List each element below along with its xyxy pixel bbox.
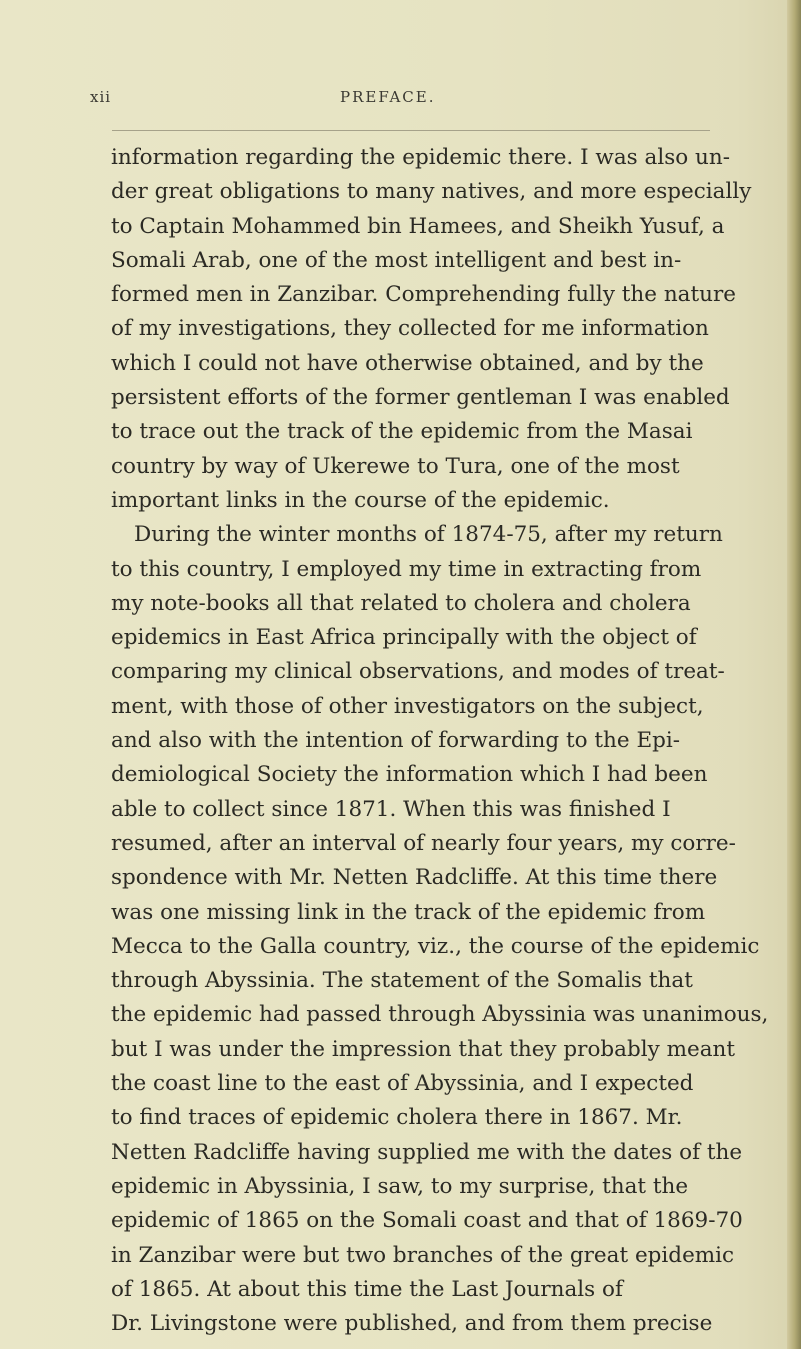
text-line: was one missing link in the track of the epidemic from: [111, 899, 706, 925]
body-text: [111, 141, 769, 1341]
text-line: my note-books all that related to cholera and cholera: [111, 590, 691, 616]
text-line: Netten Radcliffe having supplied me with the dates of the: [111, 1139, 743, 1165]
text-line: the epidemic had passed through Abyssinia was unanimous,: [111, 1002, 769, 1028]
text-line: to find traces of epidemic cholera there in 1867. Mr.: [111, 1105, 683, 1131]
text-line: der great obligations to many natives, and more especially: [111, 179, 752, 205]
text-line: to Captain Mohammed bin Hamees, and Sheikh Yusuf, a: [111, 213, 725, 239]
text-line: to trace out the track of the epidemic from the Masai: [111, 419, 693, 445]
text-line: to this country, I employed my time in extracting from: [111, 556, 702, 582]
text-line: epidemic of 1865 on the Somali coast and that of 1869-70: [111, 1208, 743, 1234]
text-line: resumed, after an interval of nearly four years, my corre-: [111, 830, 736, 856]
text-line: country by way of Ukerewe to Tura, one of the most: [111, 453, 680, 479]
text-line: Dr. Livingstone were published, and from them precise: [111, 1311, 713, 1337]
text-line: spondence with Mr. Netten Radcliffe. At this time there: [111, 865, 718, 891]
text-line: through Abyssinia. The statement of the Somalis that: [111, 968, 693, 994]
text-line: formed men in Zanzibar. Comprehending fully the nature: [111, 282, 736, 308]
text-line: Somali Arab, one of the most intelligent and best in-: [111, 247, 682, 273]
paragraph-start-line: During the winter months of 1874-75, after my return: [134, 522, 723, 548]
page-number: xii: [90, 88, 112, 106]
page-edge: [787, 0, 801, 1349]
text-line: in Zanzibar were but two branches of the great epidemic: [111, 1242, 735, 1268]
text-line: comparing my clinical observations, and modes of treat-: [111, 659, 725, 685]
text-line: the coast line to the east of Abyssinia, and I expected: [111, 1071, 694, 1097]
text-line: persistent efforts of the former gentleman I was enabled: [111, 385, 730, 411]
text-line: able to collect since 1871. When this was finished I: [111, 796, 671, 822]
text-line: information regarding the epidemic there. I was also un-: [111, 145, 730, 170]
text-line: epidemic in Abyssinia, I saw, to my surprise, that the: [111, 1173, 689, 1199]
page-header: [90, 88, 710, 114]
header-rule: [112, 130, 710, 131]
text-line: which I could not have otherwise obtained, and by the: [111, 350, 704, 376]
running-head: PREFACE.: [340, 88, 436, 106]
text-line: and also with the intention of forwarding to the Epi-: [111, 728, 681, 754]
text-line: ment, with those of other investigators on the subject,: [111, 693, 704, 719]
text-line: demiological Society the information which I had been: [111, 762, 708, 788]
text-line: but I was under the impression that they probably meant: [111, 1036, 736, 1062]
text-line: epidemics in East Africa principally with the object of: [111, 625, 697, 651]
text-line: of 1865. At about this time the Last Journals of: [111, 1276, 623, 1302]
text-line: Mecca to the Galla country, viz., the course of the epidemic: [111, 933, 760, 959]
text-line: of my investigations, they collected for me information: [111, 316, 709, 342]
text-line: important links in the course of the epidemic.: [111, 487, 610, 513]
